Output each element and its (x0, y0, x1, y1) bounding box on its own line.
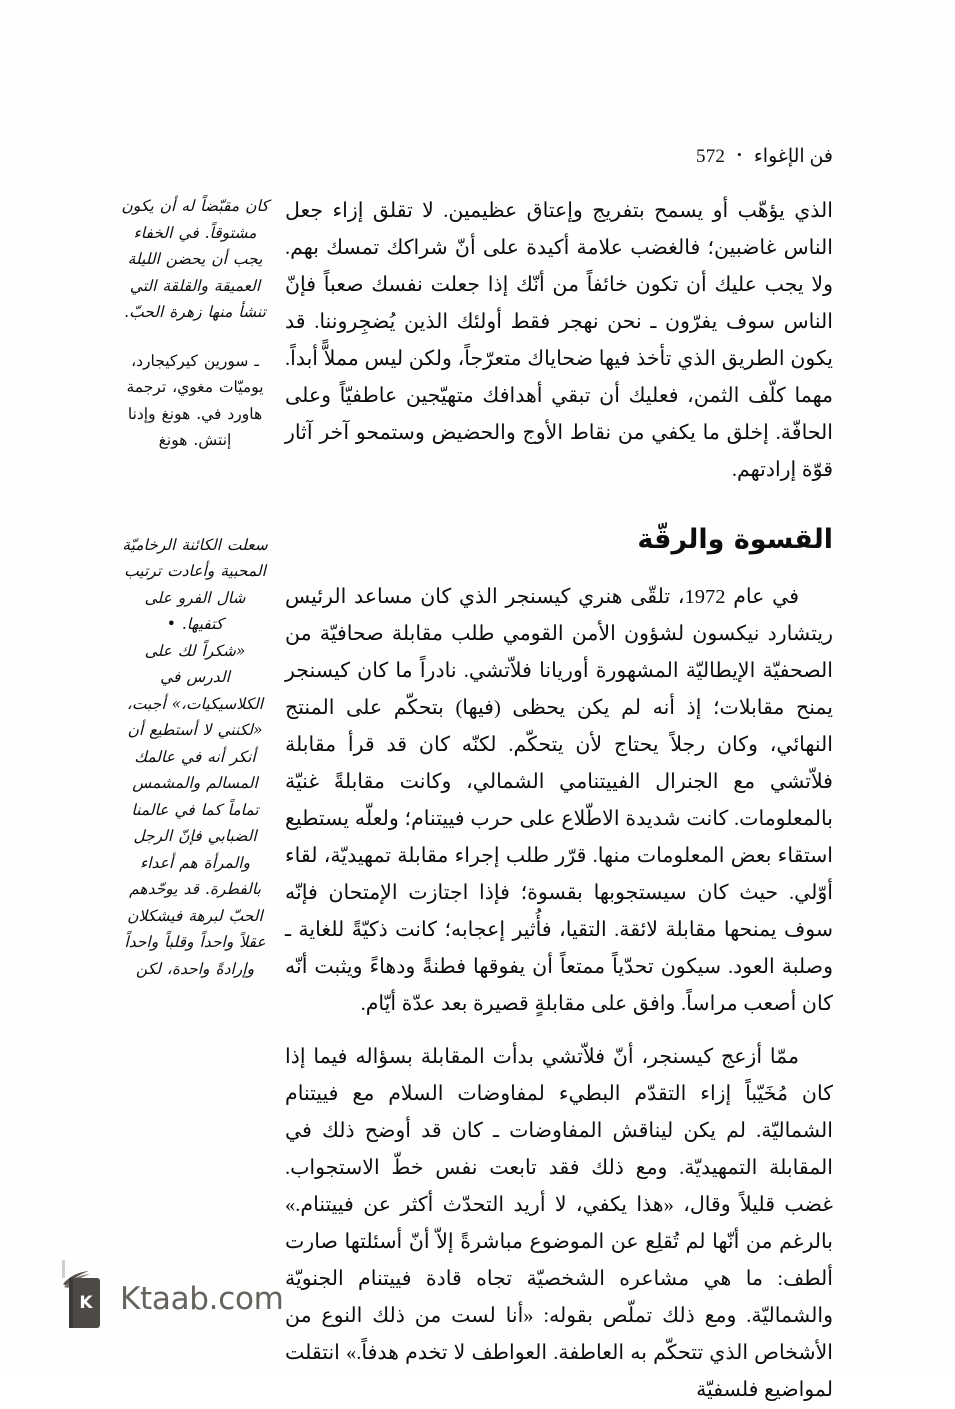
ktaab-watermark (62, 1270, 284, 1328)
margin-notes-column (121, 193, 269, 982)
paragraph-continuation: الذي يؤهّب أو يسمح بتفريج وإعتاق عظيمين. لا تقلق إزاء جعل الناس غاضبين؛ فالغضب علامة أكيدة على أنّ شراكك تمسك بهم. ولا يجب عليك أن تكون خائفاً من أنّك إذا جعلت نفسك صعباً فإنّ الناس سوف يفرّون ـ نحن نهجر فقط أولئك الذين يُضجِروننا. قد يكون الطريق الذي تأخذ فيها ضحاياك متعرّجاً، ولكن ليس مملاًّ أبداً. مهما كلّف الثمن، فعليك أن تبقي أهدافك متهيّجين عاطفيّاً وعلى الحافّة. إخلق ما يكفي من نقاط الأوج والحضيض وستمحو آخر آثار قوّة إرادتهم. (285, 200, 833, 481)
margin-note-classics-lesson: «شكراً لك على الدرس في الكلاسيكيات،» أجبت، «لكنني لا أستطيع أن أنكر أنه في عالمك المسالم والمشمس تماماً كما في عالمنا الضبابي فإنّ الرجل والمرأة هم أعداء بالفطرة. قد يوحّدهم الحبّ لبرهة فيشكلان عقلاً واحداً وقلباً واحداً وإرادةً واحدة، لكن (124, 641, 266, 978)
running-head-book-title: فن الإغواء (753, 146, 833, 167)
margin-attribution-kierkegaard: ـ سورين كيركيجارد، يوميّات مغوي، ترجمة هاورد في. هونغ وإدنا إنتش. هونغ (126, 351, 264, 449)
running-head (122, 146, 833, 169)
book-icon (62, 1270, 108, 1328)
running-head-separator-dot: • (737, 147, 742, 162)
margin-note-kierkegaard: كان مقبّضاً له أن يكون مشتوقاً. في الخفاء يجب أن يحضن الليلة العميقة والقلقة التي تنشأ منها زهرة الحبّ. (121, 197, 269, 321)
main-text-column (285, 193, 833, 1409)
section-heading: القسوة والرقّة (637, 524, 833, 555)
paragraph-kissinger-intro: في عام 1972، تلقّى هنري كيسنجر الذي كان مساعد الرئيس ريتشارد نيكسون لشؤون الأمن القومي طلب مقابلة صحافيّة من الصحفيّة الإيطاليّة المشهورة أوريانا فلاّتشي. نادراً ما كان كيسنجر يمنح مقابلات؛ إذ أنه لم يكن يحظى (فيها) بتحكّم على المنتج النهائي، وكان رجلاً يحتاج لأن يتحكّم. لكنّه كان قد قرأ مقابلة فلاّتشي مع الجنرال الفييتنامي الشمالي، وكانت مقابلةً غنيّة بالمعلومات. كانت شديدة الاطّلاع على حرب فييتنام؛ ولعلّه يستطيع استقاء بعض المعلومات منها. قرّر طلب إجراء مقابلة تمهيديّة، لقاء أوّلي. حيث كان سيستجوبها بقسوة؛ فإذا اجتازت الإمتحان فإنّه سوف يمنحها مقابلة لائقة. التقيا، فأُثير إعجابه؛ كانت ذكيّةً للغاية ـ وصلبة العود. سيكون تحدّياً ممتعاً أن يفوقها فطنةً ودهاءً ويثبت أنّه كان أصعب مراساً. وافق على مقابلةٍ قصيرة بعد عدّة أيّام. (285, 586, 833, 1015)
margin-spacer-2 (121, 454, 269, 532)
page-number: 572 (696, 146, 726, 167)
paragraph-kissinger-interview: ممّا أزعج كيسنجر، أنّ فلاّتشي بدأت المقابلة بسؤاله فيما إذا كان مُخَيّباً إزاء التقدّم البطيء لمفاوضات السلام مع فييتنام الشماليّة. لم يكن ليناقش المفاوضات ـ كان قد أوضح ذلك في المقابلة التمهيديّة. ومع ذلك فقد تابعت نفس خطّ الاستجواب. غضب قليلاً وقال، «هذا يكفي، لا أريد التحدّث أكثر عن فييتنام.» بالرغم من أنّها لم تُقلِع عن الموضوع مباشرةً إلاّ أنّ أسئلتها صارت ألطف: ما هي مشاعره الشخصيّة تجاه قادة فييتنام الجنويّة والشماليّة. ومع ذلك تملّص بقوله: «أنا لست من ذلك النوع من الأشخاص الذي تتحكّم به العاطفة. العواطف لا تخدم هدفاً.» انتقلت لمواضيع فلسفيّة (285, 1046, 833, 1401)
margin-spacer-1 (121, 326, 269, 348)
margin-note-marble-creature: سعلت الكائنة الرخاميّة المحبية وأعادت ترتيب شال الفرو على كتفيها. • (122, 535, 268, 633)
watermark-label: Ktaab.com (120, 1280, 284, 1317)
watermark-initial: K (79, 1293, 93, 1313)
